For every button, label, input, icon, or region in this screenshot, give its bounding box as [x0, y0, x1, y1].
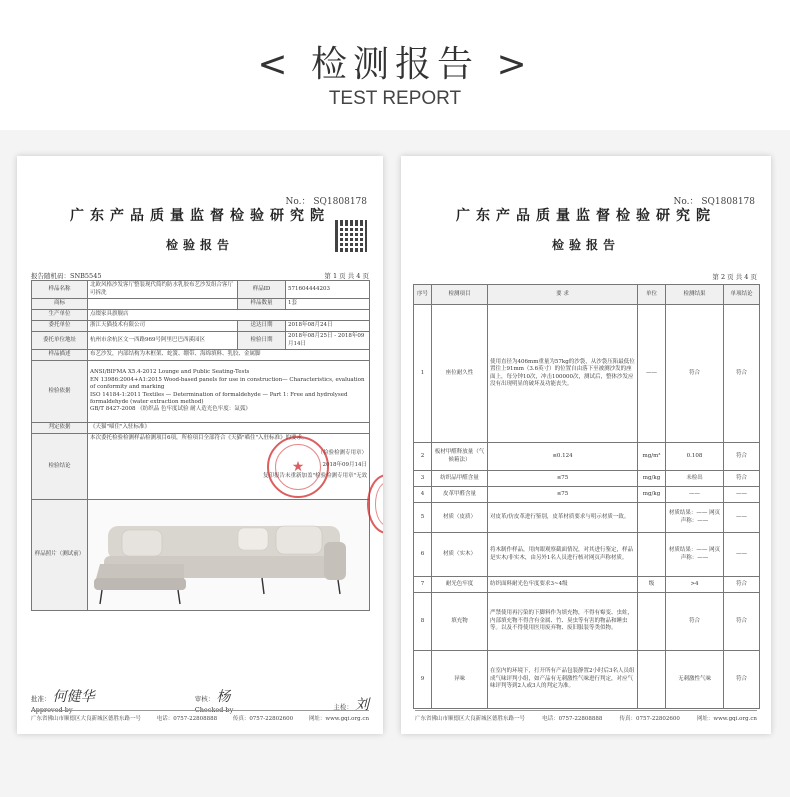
table-header-row — [414, 285, 760, 305]
row-value: 浙江天猫技术有限公司 — [88, 321, 238, 332]
stamp-star-icon: ★ — [291, 458, 305, 475]
footer-tel: 电话：0757-22808888 — [156, 716, 218, 722]
cell-verdict: 符合 — [724, 305, 760, 443]
remark: 复印报告未重新加盖"检验检测专用章"无效 — [262, 473, 367, 480]
meta-row — [31, 271, 369, 280]
cell-result: 符合 — [666, 305, 724, 443]
row-value: 北欧风格沙发客厅整装现代简约防水乳胶布艺沙发组合客厅可拆洗 — [88, 281, 238, 299]
page-indicator: 第 1 页 共 4 页 — [324, 272, 369, 280]
stamp-note: （检验检测专用章） — [317, 450, 367, 457]
cell-unit: mg/kg — [638, 487, 666, 503]
footer-tel: 电话：0757-22808888 — [542, 716, 603, 722]
header-result: 检测结果 — [666, 285, 724, 305]
table-row — [32, 361, 370, 423]
row-label: 委托单位 — [32, 321, 88, 332]
row-label: 检验依据 — [32, 361, 88, 423]
row-label: 样品描述 — [32, 350, 88, 361]
table-row — [32, 434, 370, 500]
cell-result: 材质结果：—— 网页声称：—— — [666, 503, 724, 533]
table-row — [414, 305, 760, 443]
meta-row — [415, 272, 757, 281]
header-item: 检测项目 — [432, 285, 488, 305]
row-label: 判定依据 — [32, 423, 88, 434]
cell-no: 2 — [414, 443, 432, 471]
checked-signature: 杨 — [216, 689, 231, 705]
table-row — [414, 577, 760, 593]
row-label: 样品ID — [238, 281, 286, 299]
cell-no: 8 — [414, 593, 432, 651]
footer-address: 广东省佛山市顺德区大良新城区德胜东路一号 — [415, 716, 526, 722]
basis-item: ANSI/BIFMA X5.4-2012 Lounge and Public Seating-Tests — [90, 369, 250, 376]
cell-requirement: 纺织面料耐光色牢度要求3~4级 — [488, 577, 638, 593]
cell-unit — [638, 503, 666, 533]
cell-result: 未检出 — [666, 471, 724, 487]
cell-no: 3 — [414, 471, 432, 487]
inspected-signature: 刘 — [355, 697, 369, 713]
checked-label: 审核： — [194, 695, 215, 703]
basis-list — [88, 361, 370, 423]
row-label: 样品数量 — [238, 299, 286, 310]
cell-requirement: 在室内的环境下，打开所有产品包装静置2小时后3名人员组成气味评判小组，如产品有无刺激性气味进行判定，对应气味评判等到2人或3人的判定为准。 — [488, 651, 638, 709]
report-page-2 — [401, 156, 771, 734]
table-row — [32, 332, 370, 350]
cell-requirement: 对皮革/仿皮革进行鉴别，皮革材质要求与明示材质一致。 — [488, 503, 638, 533]
cell-unit: —— — [638, 305, 666, 443]
table-row — [414, 651, 760, 709]
footer-web: 网址：www.gqi.org.cn — [308, 716, 369, 722]
table-row — [32, 500, 370, 611]
cell-item: 耐光色牢度 — [432, 577, 488, 593]
header-no: 序号 — [414, 285, 432, 305]
report-page-1 — [17, 156, 383, 734]
report-number: No.： SQ1808178 — [673, 197, 755, 207]
approved-signature: 何健华 — [52, 689, 95, 705]
report-title: 检验报告 — [165, 238, 234, 252]
table-row — [32, 299, 370, 310]
random-code: 报告随机码：SNB5545 — [31, 272, 102, 280]
table-row — [32, 321, 370, 332]
table-row — [32, 423, 370, 434]
row-value: 《天猫"喵住"入驻标准》 — [88, 423, 370, 434]
sample-photo — [88, 500, 370, 611]
conclusion-text: 本次委托检验检测样品检测项目6项，所检项目全部符合《天猫"喵住"入驻标准》的要求。 — [90, 435, 308, 441]
basis-item: ISO 14184-1:2011 Textiles — Determination of formaldehyde — Part 1: Free and hydrolysed formaldehyde (water extraction method) — [90, 391, 348, 405]
row-value: 2018年08月25日 - 2018年09月14日 — [286, 332, 370, 350]
cell-unit: mg/kg — [638, 471, 666, 487]
cell-unit: 级 — [638, 577, 666, 593]
cell-verdict: —— — [724, 503, 760, 533]
row-value: 1套 — [286, 299, 370, 310]
cell-no: 5 — [414, 503, 432, 533]
footer-web: 网址：www.gqi.org.cn — [696, 716, 757, 722]
cell-verdict: 符合 — [724, 471, 760, 487]
page-footer — [31, 710, 369, 722]
cell-item: 板材甲醛释放量（气候箱法） — [432, 443, 488, 471]
test-results-table — [413, 284, 760, 709]
cell-item: 材质（皮质） — [432, 503, 488, 533]
table-row — [414, 471, 760, 487]
cell-requirement: ≤0.124 — [488, 443, 638, 471]
cell-unit: mg/m³ — [638, 443, 666, 471]
cell-requirement: 使用直径为406mm重量为57kg的沙袋，从沙袋压陷最低位置往上91mm（3.6英寸）的位置自由落下至被测沙发的座面上，每分钟10次，冲击100000次，测试后，整体沙发应没有出现明显的破坏及功能丧失。 — [488, 305, 638, 443]
hero-title: < 检测报告 > — [257, 44, 533, 85]
cell-requirement: 将木制作样品，用肉眼观察截面情况，对其进行鉴定，样品是实木/非实木，由另外1名人员进行核对网页声称材质。 — [488, 533, 638, 577]
table-row — [414, 593, 760, 651]
row-label: 样品照片（测试前） — [32, 500, 88, 611]
cell-verdict: 符合 — [724, 443, 760, 471]
cell-unit — [638, 651, 666, 709]
conclusion-date: 2018年09月14日 — [322, 461, 367, 468]
row-value: 2018年08月24日 — [286, 321, 370, 332]
checked-en: Checked by — [194, 706, 234, 714]
sofa-image — [88, 500, 358, 610]
header-unit: 单位 — [638, 285, 666, 305]
footer-fax: 传真：0757-22802600 — [232, 716, 294, 722]
row-value: 布艺沙发，内部结构为木框架、蛇簧、绷带、海绵填料、乳胶、金属脚 — [88, 350, 370, 361]
inspected-label: 主检： — [333, 703, 353, 711]
table-row — [414, 487, 760, 503]
cell-result: >4 — [666, 577, 724, 593]
header-verdict: 单项结论 — [724, 285, 760, 305]
basis-item: EN 13986:2004+A1:2015 Wood-based panels for use in construction— Characteristics, evaluation of conformity and marking — [90, 376, 365, 391]
cell-no: 9 — [414, 651, 432, 709]
row-label: 送达日期 — [238, 321, 286, 332]
cell-requirement: ≤75 — [488, 471, 638, 487]
footer-address: 广东省佛山市顺德区大良新城区德胜东路一号 — [31, 716, 142, 722]
cell-no: 1 — [414, 305, 432, 443]
basis-item: GB/T 8427-2008 《纺织品 色牢度试验 耐人造光色牢度：氙弧》 — [90, 406, 251, 413]
report-info-table — [31, 280, 370, 611]
inspection-stamp — [267, 436, 329, 498]
table-row — [32, 281, 370, 299]
row-label: 委托单位地址 — [32, 332, 88, 350]
row-label: 样品名称 — [32, 281, 88, 299]
table-row — [32, 350, 370, 361]
row-value: 571604444203 — [286, 281, 370, 299]
cell-item: 异味 — [432, 651, 488, 709]
cell-result: —— — [666, 487, 724, 503]
row-value — [88, 299, 238, 310]
approved-label: 批准： — [31, 695, 51, 703]
report-title: 检验报告 — [551, 238, 620, 252]
cell-item: 座位耐久性 — [432, 305, 488, 443]
row-value: 杭州市余杭区文一西路969号阿里巴巴西溪园区 — [88, 332, 238, 350]
cell-no: 6 — [414, 533, 432, 577]
table-row — [414, 533, 760, 577]
footer-fax: 传真：0757-22802600 — [619, 716, 680, 722]
table-row — [414, 443, 760, 471]
cell-result: 0.108 — [666, 443, 724, 471]
cell-result: 无刺激性气味 — [666, 651, 724, 709]
row-label: 检验结论 — [32, 434, 88, 500]
cell-verdict: —— — [724, 487, 760, 503]
header-requirement: 要 求 — [488, 285, 638, 305]
cell-verdict: 符合 — [724, 593, 760, 651]
cell-verdict: 符合 — [724, 577, 760, 593]
cell-item: 纺织品甲醛含量 — [432, 471, 488, 487]
cell-item: 材质（实木） — [432, 533, 488, 577]
cell-verdict: —— — [724, 533, 760, 577]
cell-unit — [638, 593, 666, 651]
institute-name: 广东产品质量监督检验研究院 — [456, 208, 716, 224]
page-indicator: 第 2 页 共 4 页 — [712, 273, 757, 281]
cell-item: 填充物 — [432, 593, 488, 651]
cell-result: 符合 — [666, 593, 724, 651]
row-label: 商标 — [32, 299, 88, 310]
approved-en: Approved by — [31, 706, 73, 714]
cell-unit — [638, 533, 666, 577]
hero-subtitle: TEST REPORT — [328, 88, 462, 109]
row-label: 检验日期 — [238, 332, 286, 350]
cell-item: 皮革甲醛含量 — [432, 487, 488, 503]
page-footer — [415, 710, 757, 722]
table-row — [414, 503, 760, 533]
cell-no: 7 — [414, 577, 432, 593]
cell-no: 4 — [414, 487, 432, 503]
qr-code-icon — [335, 220, 367, 252]
conclusion-cell — [88, 434, 370, 500]
cell-requirement: 严禁使用再污染的下脚料作为填充物，不得有霉变、虫蛀，内部填充物不得含有金属、竹、臭虫等有害的物品和睡虫等。以及不得使用医用废弃物、废旧服装等类似物。 — [488, 593, 638, 651]
cell-verdict: 符合 — [724, 651, 760, 709]
report-number: No.： SQ1808178 — [285, 197, 367, 207]
table-row — [32, 310, 370, 321]
institute-name: 广东产品质量监督检验研究院 — [70, 208, 330, 224]
row-value: 点缀家具旗舰店 — [88, 310, 370, 321]
cell-requirement: ≤75 — [488, 487, 638, 503]
cell-result: 材质结果：—— 网页声称：—— — [666, 533, 724, 577]
row-label: 生产单位 — [32, 310, 88, 321]
